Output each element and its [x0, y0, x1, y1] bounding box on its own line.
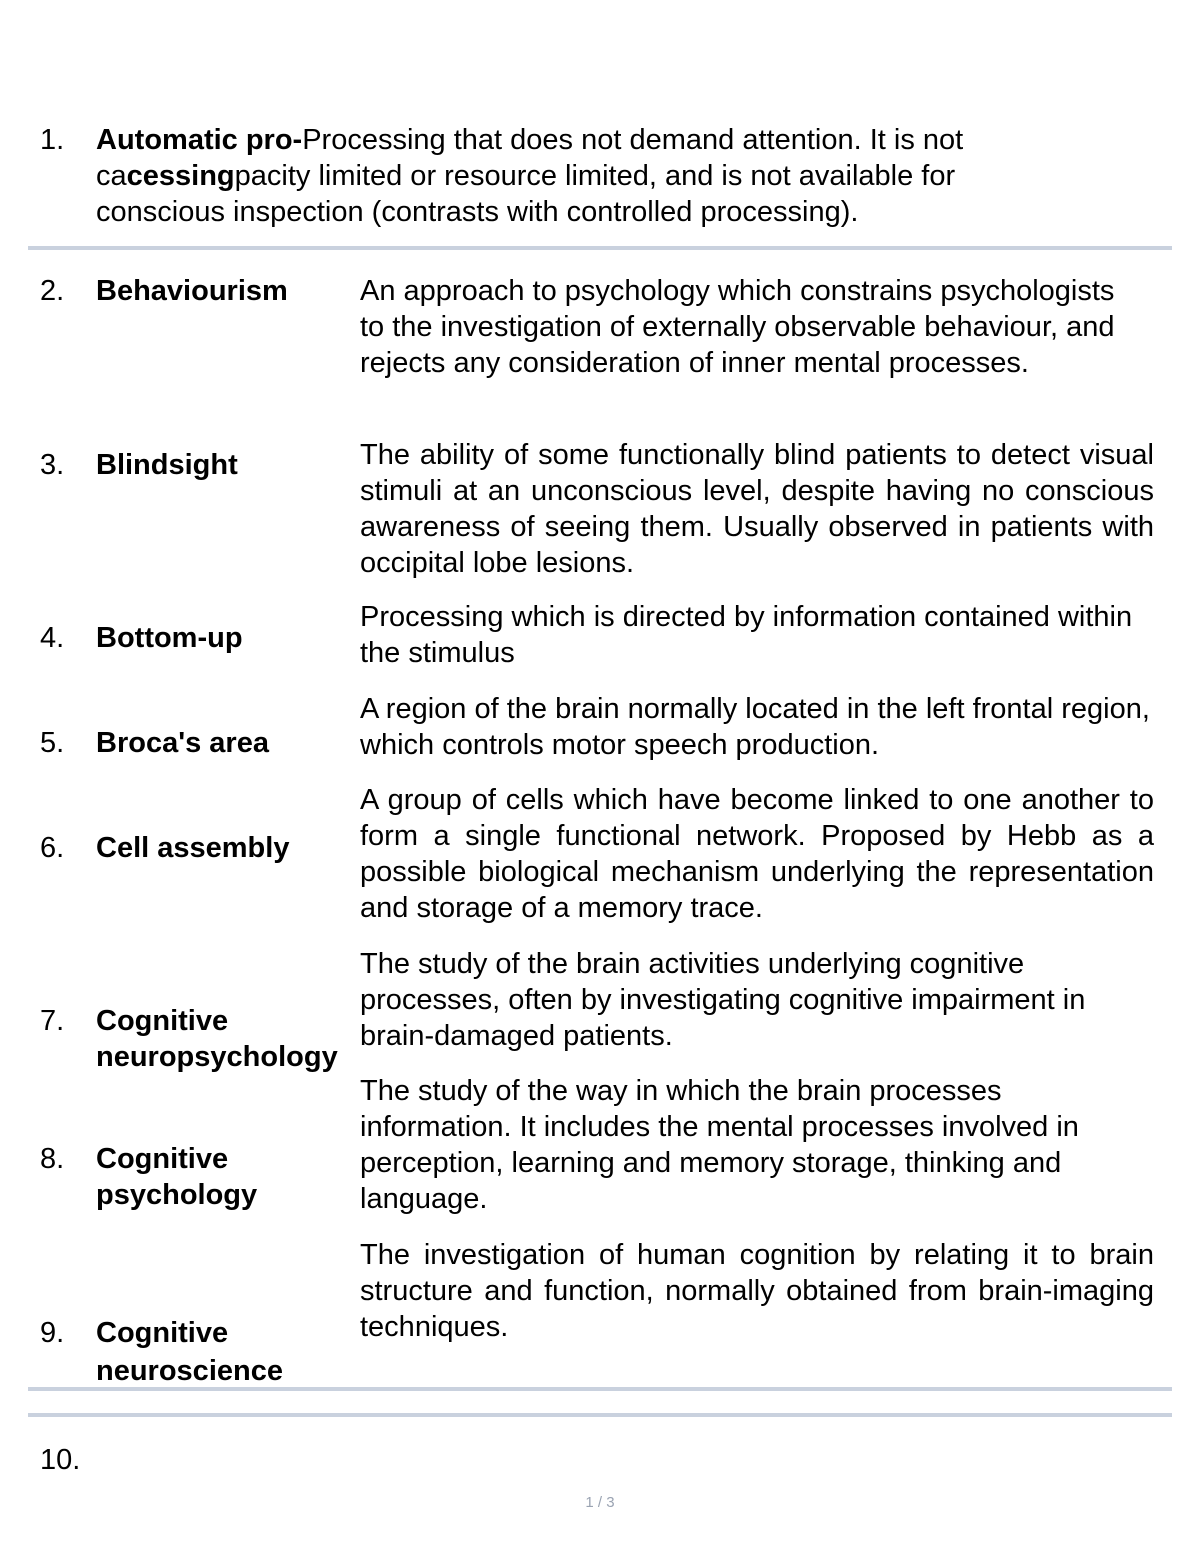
entry-term: Automatic pro- [96, 124, 303, 156]
entry-number: 5. [40, 727, 65, 759]
entry-term: Bottom-up [96, 622, 243, 654]
entry-definition: Processing which is directed by information contained within the stimulus [360, 601, 1133, 669]
entry-term: Cognitive [96, 1317, 229, 1349]
entry-term: neuroscience [96, 1355, 283, 1387]
entry-number: 6. [40, 832, 65, 864]
entry-number: 8. [40, 1143, 65, 1175]
divider [28, 246, 1172, 250]
entry-term: cessing [126, 160, 235, 192]
entry-definition: Processing that does not demand attention. It is not [302, 124, 964, 156]
entry-definition: A group of cells which have become linked to one another to form a single functional network. Proposed by Hebb as a possible biological mechanism underlying the representation and storage of a memory trace. [360, 784, 1154, 924]
entry-number: 9. [40, 1317, 65, 1349]
entry-definition: A region of the brain normally located in the left frontal region, which controls motor speech production. [360, 693, 1150, 761]
entry-term: Broca's area [96, 727, 269, 759]
entry-definition: pacity limited or resource limited, and is not available for [234, 160, 956, 192]
entry-term: Cognitive [96, 1143, 229, 1175]
entry-number: 2. [40, 275, 65, 307]
entry-term: psychology [96, 1179, 258, 1211]
entry-term: Blindsight [96, 449, 238, 481]
entry-number: 1. [40, 124, 65, 156]
entry-number: 4. [40, 622, 65, 654]
entry-number: 10. [40, 1444, 81, 1476]
entry-definition: The investigation of human cognition by relating it to brain structure and function, normally obtained from brain-imaging techniques. [360, 1239, 1154, 1343]
entry-term: Behaviourism [96, 275, 288, 307]
entry-definition: The study of the brain activities underlying cognitive processes, often by investigating cognitive impairment in brain-damaged patients. [360, 948, 1086, 1052]
entry-definition: The study of the way in which the brain processes information. It includes the mental processes involved in perception, learning and memory storage, thinking and language. [360, 1075, 1079, 1215]
page-number: 1 / 3 [585, 1494, 615, 1511]
entry-term: Cognitive [96, 1005, 229, 1037]
entry-definition: The ability of some functionally blind patients to detect visual stimuli at an unconscious level, despite having no conscious awareness of seeing them. Usually observed in patients with occipital lobe lesions. [360, 439, 1154, 579]
entry-number: 7. [40, 1005, 65, 1037]
entry-definition: conscious inspection (contrasts with controlled processing). [96, 196, 859, 228]
entry-1-line-2 [96, 158, 955, 194]
entry-definition: ca [96, 160, 127, 192]
entry-term: neuropsychology [96, 1041, 338, 1073]
divider [28, 1413, 1172, 1417]
entry-definition: An approach to psychology which constrains psychologists to the investigation of externally observable behaviour, and rejects any consideration of inner mental processes. [360, 275, 1115, 379]
entry-1-line-1 [96, 122, 963, 158]
entry-number: 3. [40, 449, 65, 481]
divider [28, 1387, 1172, 1391]
entry-term: Cell assembly [96, 832, 290, 864]
